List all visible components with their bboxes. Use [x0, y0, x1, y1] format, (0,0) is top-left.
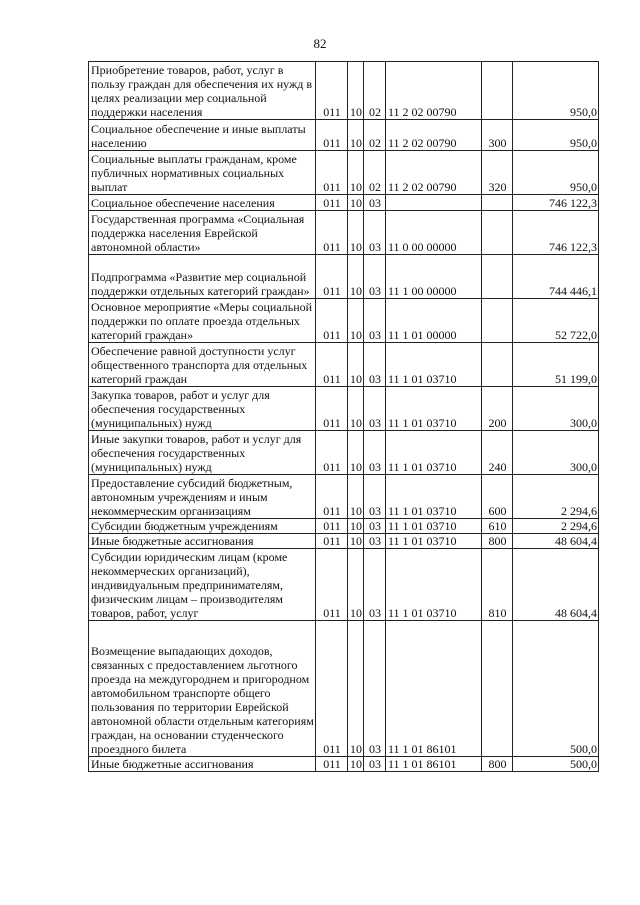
- row-section-code: 10: [348, 534, 364, 549]
- row-ministry-code: 011: [316, 195, 348, 211]
- row-name: Субсидии бюджетным учреждениям: [89, 519, 316, 534]
- row-expense-type-code: [482, 195, 513, 211]
- row-target-code: 11 2 02 00790: [386, 151, 482, 195]
- row-amount: 2 294,6: [513, 475, 599, 519]
- row-section-code: 10: [348, 151, 364, 195]
- row-amount: 746 122,3: [513, 195, 599, 211]
- row-ministry-code: 011: [316, 549, 348, 621]
- row-subsection-code: 03: [364, 757, 386, 772]
- row-expense-type-code: 810: [482, 549, 513, 621]
- table-row: [89, 475, 599, 519]
- row-target-code: 11 1 01 03710: [386, 475, 482, 519]
- row-section-code: 10: [348, 62, 364, 120]
- row-subsection-code: 03: [364, 534, 386, 549]
- table-row: [89, 621, 599, 757]
- row-amount: 500,0: [513, 757, 599, 772]
- row-subsection-code: 03: [364, 519, 386, 534]
- row-section-code: 10: [348, 195, 364, 211]
- row-target-code: 11 1 01 03710: [386, 387, 482, 431]
- table-row: [89, 549, 599, 621]
- table-row: [89, 62, 599, 120]
- row-subsection-code: 03: [364, 475, 386, 519]
- row-amount: 500,0: [513, 621, 599, 757]
- row-name: Социальные выплаты гражданам, кроме публичных нормативных социальных выплат: [89, 151, 316, 195]
- row-section-code: 10: [348, 120, 364, 151]
- row-target-code: 11 1 01 00000: [386, 299, 482, 343]
- row-target-code: [386, 195, 482, 211]
- row-name: Закупка товаров, работ и услуг для обеспечения государственных (муниципальных) нужд: [89, 387, 316, 431]
- row-subsection-code: 03: [364, 211, 386, 255]
- table-row: [89, 195, 599, 211]
- row-name: Социальное обеспечение населения: [89, 195, 316, 211]
- row-subsection-code: 02: [364, 62, 386, 120]
- row-name: Иные бюджетные ассигнования: [89, 534, 316, 549]
- row-ministry-code: 011: [316, 255, 348, 299]
- row-amount: 48 604,4: [513, 534, 599, 549]
- row-ministry-code: 011: [316, 621, 348, 757]
- budget-table: [88, 61, 599, 772]
- row-name: Иные бюджетные ассигнования: [89, 757, 316, 772]
- row-section-code: 10: [348, 549, 364, 621]
- row-ministry-code: 011: [316, 387, 348, 431]
- table-row: [89, 211, 599, 255]
- row-section-code: 10: [348, 387, 364, 431]
- row-name: Основное мероприятие «Меры социальной поддержки по оплате проезда отдельных категорий граждан»: [89, 299, 316, 343]
- table-row: [89, 431, 599, 475]
- row-ministry-code: 011: [316, 519, 348, 534]
- row-target-code: 11 1 01 03710: [386, 519, 482, 534]
- row-section-code: 10: [348, 757, 364, 772]
- row-expense-type-code: 800: [482, 534, 513, 549]
- row-section-code: 10: [348, 211, 364, 255]
- table-row: [89, 757, 599, 772]
- row-ministry-code: 011: [316, 151, 348, 195]
- row-subsection-code: 03: [364, 343, 386, 387]
- row-name: Подпрограмма «Развитие мер социальной поддержки отдельных категорий граждан»: [89, 255, 316, 299]
- row-target-code: 11 1 01 86101: [386, 757, 482, 772]
- row-subsection-code: 03: [364, 255, 386, 299]
- row-expense-type-code: 610: [482, 519, 513, 534]
- budget-table-body: [89, 62, 599, 772]
- row-target-code: 11 1 00 00000: [386, 255, 482, 299]
- row-target-code: 11 1 01 86101: [386, 621, 482, 757]
- row-amount: 950,0: [513, 62, 599, 120]
- row-target-code: 11 1 01 03710: [386, 534, 482, 549]
- row-subsection-code: 03: [364, 387, 386, 431]
- row-subsection-code: 02: [364, 151, 386, 195]
- row-ministry-code: 011: [316, 475, 348, 519]
- row-amount: 950,0: [513, 151, 599, 195]
- row-ministry-code: 011: [316, 534, 348, 549]
- row-name: Приобретение товаров, работ, услуг в пользу граждан для обеспечения их нужд в целях реализации мер социальной поддержки населения: [89, 62, 316, 120]
- row-amount: 746 122,3: [513, 211, 599, 255]
- row-amount: 48 604,4: [513, 549, 599, 621]
- page-number: 82: [313, 36, 327, 51]
- row-section-code: 10: [348, 343, 364, 387]
- row-name: Социальное обеспечение и иные выплаты населению: [89, 120, 316, 151]
- row-section-code: 10: [348, 299, 364, 343]
- row-subsection-code: 03: [364, 549, 386, 621]
- row-subsection-code: 02: [364, 120, 386, 151]
- row-ministry-code: 011: [316, 211, 348, 255]
- row-expense-type-code: [482, 343, 513, 387]
- row-section-code: 10: [348, 621, 364, 757]
- row-expense-type-code: 300: [482, 120, 513, 151]
- row-target-code: 11 2 02 00790: [386, 62, 482, 120]
- row-expense-type-code: 600: [482, 475, 513, 519]
- table-row: [89, 343, 599, 387]
- row-name: Возмещение выпадающих доходов, связанных с предоставлением льготного проезда на междугороднем и пригородном автомобильном транспорте общего пользования по территории Еврейской автономной области отдельным категориям граждан, на основании студенческого проездного билета: [89, 621, 316, 757]
- row-ministry-code: 011: [316, 757, 348, 772]
- row-ministry-code: 011: [316, 299, 348, 343]
- row-ministry-code: 011: [316, 431, 348, 475]
- row-target-code: 11 2 02 00790: [386, 120, 482, 151]
- table-row: [89, 519, 599, 534]
- row-subsection-code: 03: [364, 195, 386, 211]
- row-subsection-code: 03: [364, 431, 386, 475]
- row-name: Предоставление субсидий бюджетным, автономным учреждениям и иным некоммерческим организациям: [89, 475, 316, 519]
- row-expense-type-code: [482, 211, 513, 255]
- row-target-code: 11 1 01 03710: [386, 431, 482, 475]
- row-expense-type-code: 800: [482, 757, 513, 772]
- row-section-code: 10: [348, 475, 364, 519]
- table-row: [89, 534, 599, 549]
- row-expense-type-code: 240: [482, 431, 513, 475]
- table-row: [89, 299, 599, 343]
- row-ministry-code: 011: [316, 343, 348, 387]
- row-name: Обеспечение равной доступности услуг общественного транспорта для отдельных категорий граждан: [89, 343, 316, 387]
- row-expense-type-code: [482, 255, 513, 299]
- row-target-code: 11 1 01 03710: [386, 549, 482, 621]
- row-section-code: 10: [348, 519, 364, 534]
- row-section-code: 10: [348, 255, 364, 299]
- row-name: Государственная программа «Социальная поддержка населения Еврейской автономной области»: [89, 211, 316, 255]
- row-expense-type-code: [482, 621, 513, 757]
- table-row: [89, 255, 599, 299]
- row-target-code: 11 0 00 00000: [386, 211, 482, 255]
- row-target-code: 11 1 01 03710: [386, 343, 482, 387]
- row-ministry-code: 011: [316, 62, 348, 120]
- row-name: Субсидии юридическим лицам (кроме некоммерческих организаций), индивидуальным предпринимателям, физическим лицам – производителям товаров, работ, услуг: [89, 549, 316, 621]
- row-section-code: 10: [348, 431, 364, 475]
- row-expense-type-code: [482, 299, 513, 343]
- row-ministry-code: 011: [316, 120, 348, 151]
- table-row: [89, 151, 599, 195]
- row-amount: 52 722,0: [513, 299, 599, 343]
- row-name: Иные закупки товаров, работ и услуг для обеспечения государственных (муниципальных) нужд: [89, 431, 316, 475]
- row-amount: 300,0: [513, 431, 599, 475]
- row-expense-type-code: 200: [482, 387, 513, 431]
- table-row: [89, 120, 599, 151]
- row-amount: 51 199,0: [513, 343, 599, 387]
- row-amount: 744 446,1: [513, 255, 599, 299]
- row-subsection-code: 03: [364, 621, 386, 757]
- row-amount: 300,0: [513, 387, 599, 431]
- row-amount: 950,0: [513, 120, 599, 151]
- row-expense-type-code: 320: [482, 151, 513, 195]
- row-subsection-code: 03: [364, 299, 386, 343]
- row-amount: 2 294,6: [513, 519, 599, 534]
- row-expense-type-code: [482, 62, 513, 120]
- table-row: [89, 387, 599, 431]
